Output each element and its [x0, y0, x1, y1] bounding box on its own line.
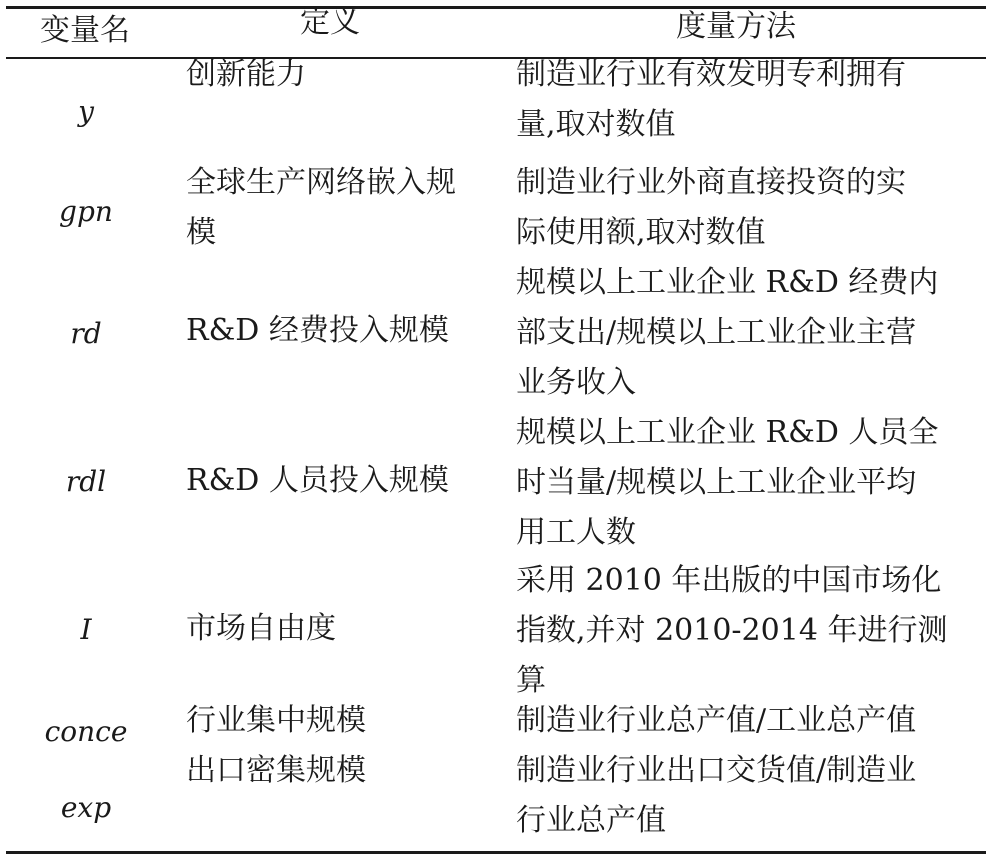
row-3-method-line-3: 业务收入: [516, 365, 636, 400]
header-variable-name: 变量名: [40, 13, 130, 48]
row-4-method-line-3: 用工人数: [516, 515, 636, 550]
row-3-method-line-1: 规模以上工业企业 R&D 经费内: [516, 265, 939, 300]
row-4-variable: rdl: [65, 465, 107, 498]
row-2-method-line-1: 制造业行业外商直接投资的实: [516, 165, 906, 200]
row-7-method-line-1: 制造业行业出口交货值/制造业: [516, 753, 917, 788]
bottom-rule: [6, 851, 986, 854]
row-3-variable: rd: [70, 317, 102, 350]
row-1-variable: y: [78, 95, 94, 128]
header-definition: 定义: [300, 5, 360, 40]
row-5-variable: I: [80, 613, 92, 646]
row-6-variable: conce: [44, 715, 128, 748]
row-6-method-line-1: 制造业行业总产值/工业总产值: [516, 703, 917, 738]
row-2-definition-line-2: 模: [186, 215, 216, 250]
row-1-definition-line-1: 创新能力: [186, 57, 306, 92]
row-5-method-line-2: 指数,并对 2010-2014 年进行测: [516, 613, 948, 648]
row-7-method-line-2: 行业总产值: [516, 803, 666, 838]
row-2-method-line-2: 际使用额,取对数值: [516, 215, 766, 250]
row-2-variable: gpn: [59, 195, 113, 228]
row-2-definition-line-1: 全球生产网络嵌入规: [186, 165, 456, 200]
row-4-definition-line-1: R&D 人员投入规模: [186, 463, 449, 498]
row-6-definition-line-1: 行业集中规模: [186, 703, 366, 738]
row-5-method-line-1: 采用 2010 年出版的中国市场化: [516, 563, 942, 598]
row-1-method-line-1: 制造业行业有效发明专利拥有: [516, 57, 906, 92]
row-7-variable: exp: [60, 791, 112, 824]
top-rule: [6, 6, 986, 9]
row-4-method-line-2: 时当量/规模以上工业企业平均: [516, 465, 917, 500]
row-5-method-line-3: 算: [516, 663, 546, 698]
row-5-definition-line-1: 市场自由度: [186, 611, 336, 646]
header-measurement-method: 度量方法: [676, 9, 796, 44]
row-4-method-line-1: 规模以上工业企业 R&D 人员全: [516, 415, 939, 450]
row-3-definition-line-1: R&D 经费投入规模: [186, 313, 449, 348]
row-1-method-line-2: 量,取对数值: [516, 107, 676, 142]
row-7-definition-line-1: 出口密集规模: [186, 753, 366, 788]
row-3-method-line-2: 部支出/规模以上工业企业主营: [516, 315, 917, 350]
